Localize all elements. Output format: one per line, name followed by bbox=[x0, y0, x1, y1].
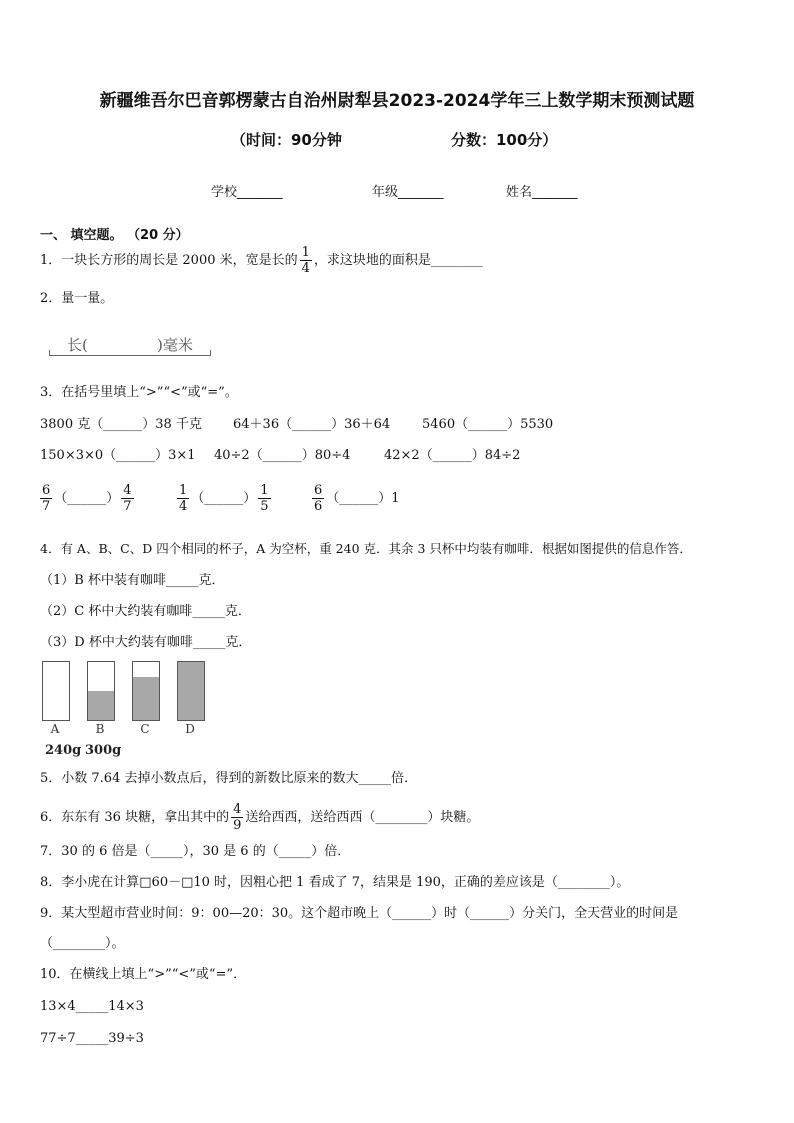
q1-text-after[interactable]: ，求这块地的面积是________ bbox=[313, 253, 483, 268]
cup-d-label: D bbox=[185, 722, 195, 736]
ruler-figure bbox=[49, 331, 211, 361]
fraction bbox=[177, 483, 189, 514]
q1-text-before: 1．一块长方形的周长是 2000 米，宽是长的 bbox=[40, 253, 298, 268]
exam-time: （时间：90分钟 bbox=[231, 131, 342, 149]
q3-row2-c[interactable]: 42×2（______）84÷2 bbox=[384, 448, 521, 463]
q6-fraction-num: 4 bbox=[233, 802, 242, 817]
cup-b-label: B bbox=[95, 722, 105, 736]
q3-row1-a[interactable]: 3800 克（______）38 千克 bbox=[40, 417, 202, 432]
q1-fraction-num: 1 bbox=[301, 245, 310, 260]
ruler-label-left: 长( bbox=[67, 336, 88, 354]
q3-row1-c[interactable]: 5460（______）5530 bbox=[422, 417, 554, 432]
question-4: 4．有 A、B、C、D 四个相同的杯子，A 为空杯，重 240 克．其余 3 只杯中均装有咖啡．根据如图提供的信息作答． bbox=[40, 541, 692, 556]
q3-row3-a[interactable] bbox=[38, 483, 136, 514]
q4-sub2[interactable]: （2）C 杯中大约装有咖啡_____克． bbox=[40, 604, 251, 619]
fraction-num: 6 bbox=[42, 483, 51, 498]
compare-value: 1 bbox=[391, 491, 400, 506]
question-5[interactable]: 5．小数 7.64 去掉小数点后，得到的新数比原来的数大_____倍． bbox=[40, 771, 417, 786]
fraction-num: 1 bbox=[260, 483, 269, 498]
q6-fraction bbox=[231, 802, 243, 833]
fraction-den: 5 bbox=[260, 499, 269, 514]
ruler-tick-left bbox=[49, 350, 50, 356]
q1-fraction-den: 4 bbox=[301, 261, 310, 276]
q3-row3-c[interactable] bbox=[310, 483, 400, 514]
school-field[interactable]: 学校_______ bbox=[211, 185, 283, 200]
question-9-line1[interactable]: 9．某大型超市营业时间：9：00—20：30。这个超市晚上（______）时（______）分关门，全天营业的时间是 bbox=[40, 906, 679, 921]
ruler-label-right: )毫米 bbox=[157, 336, 193, 354]
page-title: 新疆维吾尔巴音郭楞蒙古自治州尉犁县2023-2024学年三上数学期末预测试题 bbox=[99, 91, 695, 111]
question-10: 10．在横线上填上“>”“<”或“=”． bbox=[40, 967, 247, 982]
cup-b-coffee-level bbox=[88, 691, 114, 720]
q6-text-before: 6．东东有 36 块糖，拿出其中的 bbox=[40, 810, 230, 825]
fraction bbox=[312, 483, 324, 514]
cup-a-weight: 240g bbox=[45, 743, 82, 758]
compare-blank[interactable]: （______） bbox=[54, 491, 120, 506]
q3-row1-b[interactable]: 64＋36（______）36＋64 bbox=[233, 417, 391, 432]
fraction-den: 6 bbox=[314, 499, 323, 514]
question-9-line2[interactable]: （________）。 bbox=[40, 936, 125, 951]
ruler-line bbox=[49, 355, 211, 356]
fraction bbox=[40, 483, 52, 514]
q3-row3-b[interactable] bbox=[175, 483, 273, 514]
fraction-num: 4 bbox=[123, 483, 132, 498]
fraction-den: 7 bbox=[42, 499, 51, 514]
fraction-den: 7 bbox=[123, 499, 132, 514]
q4-sub3[interactable]: （3）D 杯中大约装有咖啡_____克． bbox=[40, 635, 252, 650]
cup-a bbox=[42, 661, 70, 721]
cup-c bbox=[132, 661, 160, 721]
cup-b-weight: 300g bbox=[85, 743, 122, 758]
question-6 bbox=[40, 802, 479, 833]
ruler-tick-right bbox=[210, 350, 211, 356]
cup-d-coffee-level bbox=[178, 662, 204, 720]
cup-b bbox=[87, 661, 115, 721]
q1-fraction bbox=[300, 245, 312, 276]
fraction-den: 4 bbox=[179, 499, 188, 514]
cup-c-label: C bbox=[140, 722, 150, 736]
q3-row2-a[interactable]: 150×3×0（______）3×1 bbox=[40, 448, 196, 463]
cup-a-label: A bbox=[50, 722, 60, 736]
q3-row2-b[interactable]: 40÷2（______）80÷4 bbox=[214, 448, 351, 463]
q4-sub1[interactable]: （1）B 杯中装有咖啡_____克． bbox=[40, 573, 225, 588]
q6-fraction-den: 9 bbox=[233, 818, 242, 833]
exam-score: 分数：100分） bbox=[451, 131, 558, 149]
question-2: 2．量一量。 bbox=[40, 291, 114, 306]
fraction-num: 1 bbox=[179, 483, 188, 498]
q10-item-a[interactable]: 13×4_____14×3 bbox=[40, 999, 144, 1014]
fraction-num: 6 bbox=[314, 483, 323, 498]
question-7[interactable]: 7．30 的 6 倍是（_____），30 是 6 的（_____）倍． bbox=[40, 844, 351, 859]
question-1 bbox=[40, 245, 483, 276]
question-3: 3．在括号里填上“>”“<”或“=”。 bbox=[40, 385, 238, 400]
q10-item-b[interactable]: 77÷7_____39÷3 bbox=[40, 1031, 144, 1046]
compare-blank[interactable]: （______） bbox=[191, 491, 257, 506]
q6-text-after[interactable]: 送给西西，送给西西（________）块糖。 bbox=[245, 810, 480, 825]
grade-field[interactable]: 年级_______ bbox=[372, 185, 444, 200]
fraction bbox=[121, 483, 133, 514]
fraction bbox=[258, 483, 270, 514]
name-field[interactable]: 姓名_______ bbox=[506, 185, 578, 200]
section-heading: 一、 填空题。 （20 分） bbox=[40, 228, 189, 243]
cup-c-coffee-level bbox=[133, 677, 159, 721]
compare-blank[interactable]: （______） bbox=[326, 491, 392, 506]
question-8[interactable]: 8．李小虎在计算□60－□10 时，因粗心把 1 看成了 7，结果是 190，正确的差应该是（________）。 bbox=[40, 875, 630, 890]
cup-d bbox=[177, 661, 205, 721]
